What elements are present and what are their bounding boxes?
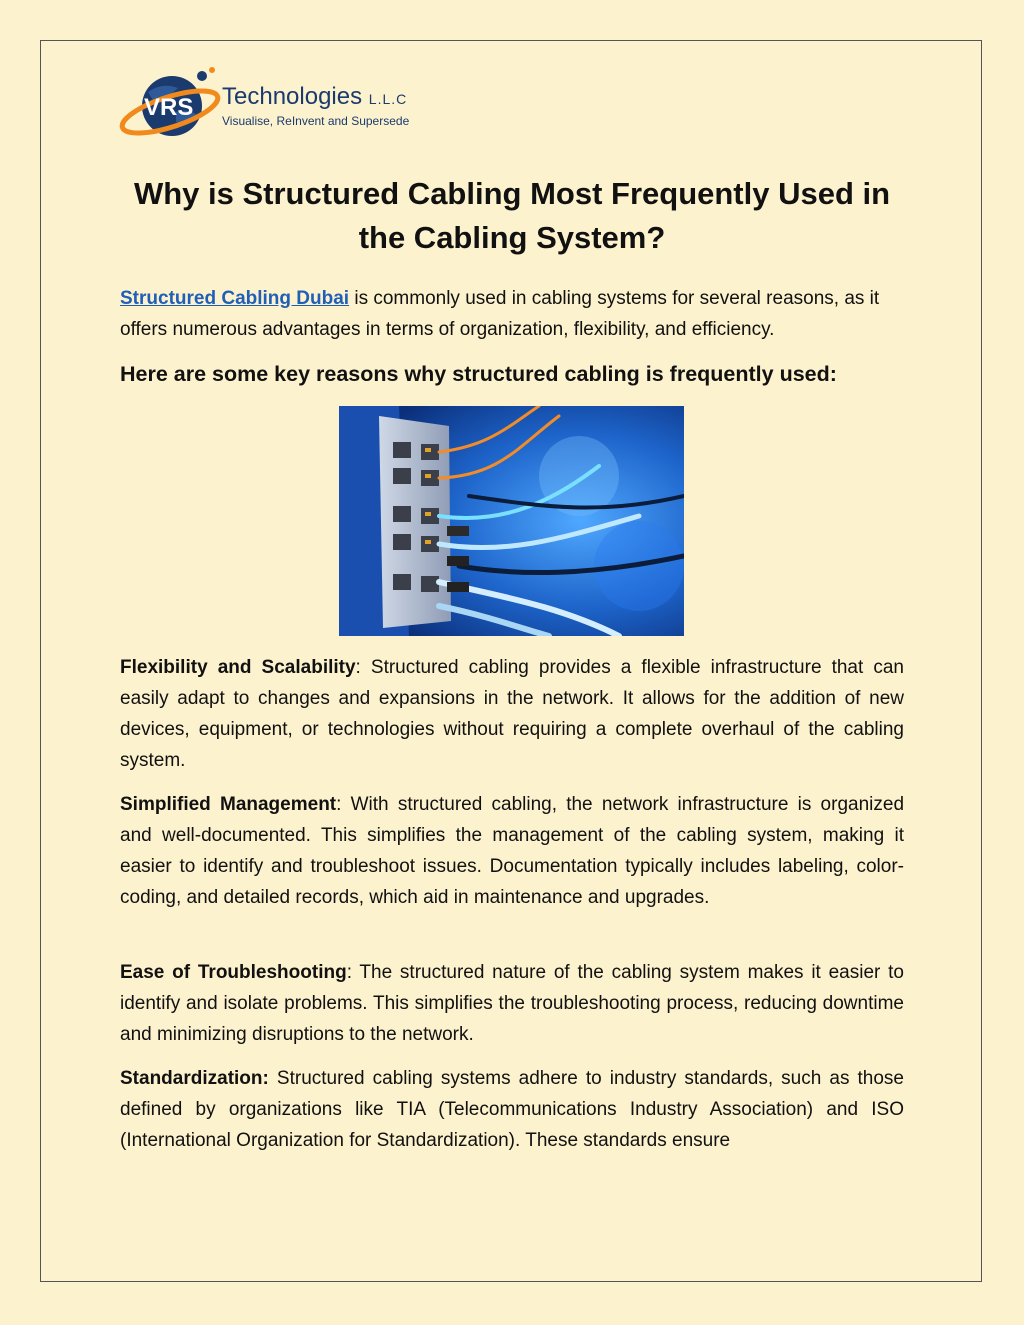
section-text: : The structured nature of the cabling system makes it easier to identify and isolate problems. This simplifies the troubleshooting process, reducing downtime and minimizing disruptions to the network. <box>120 962 904 1045</box>
intro-paragraph <box>120 283 904 345</box>
page-title: Why is Structured Cabling Most Frequently Used in the Cabling System? <box>133 176 891 255</box>
intro-text: is commonly used in cabling systems for several reasons, as it offers numerous advantages in terms of organization, flexibility, and efficiency. <box>120 288 880 340</box>
section-term: Standardization: <box>120 1068 269 1089</box>
globe-orbit-logo-icon <box>118 62 228 144</box>
logo-tagline: Visualise, ReInvent and Supersede <box>222 114 410 128</box>
key-reasons-heading: Here are some key reasons why structured cabling is frequently used: <box>120 362 837 386</box>
logo-suffix: L.L.C <box>368 91 408 107</box>
structured-cabling-dubai-link[interactable]: Structured Cabling Dubai <box>120 288 350 309</box>
section-simplified-management <box>120 789 904 913</box>
section-text: : With structured cabling, the network infrastructure is organized and well-documented. This simplifies the management of the cabling system, making it easier to identify and troubleshoot issues. Documentation typically includes labeling, color-coding, and detailed records, which aid in maintenance and upgrades. <box>120 794 905 908</box>
logo-name: Technologies <box>222 83 363 110</box>
section-ease-of-troubleshooting <box>120 957 904 1050</box>
section-text: : Structured cabling provides a flexible infrastructure that can easily adapt to changes and expansions in the network. It allows for the addition of new devices, equipment, or technologies without requiring a complete overhaul of the cabling system. <box>120 657 904 771</box>
section-term: Simplified Management <box>120 794 337 815</box>
section-flexibility-scalability <box>120 652 904 776</box>
section-term: Flexibility and Scalability <box>120 657 356 678</box>
network-switch-cables-photo <box>339 406 684 636</box>
company-logo <box>118 62 438 144</box>
section-term: Ease of Troubleshooting <box>120 962 347 983</box>
logo-mark-text: VRS <box>144 94 194 121</box>
section-text: Structured cabling systems adhere to industry standards, such as those defined by organizations like TIA (Telecommunications Industry Association) and ISO (International Organization for Standardization). These standards ensure <box>120 1068 904 1151</box>
section-standardization <box>120 1063 904 1156</box>
